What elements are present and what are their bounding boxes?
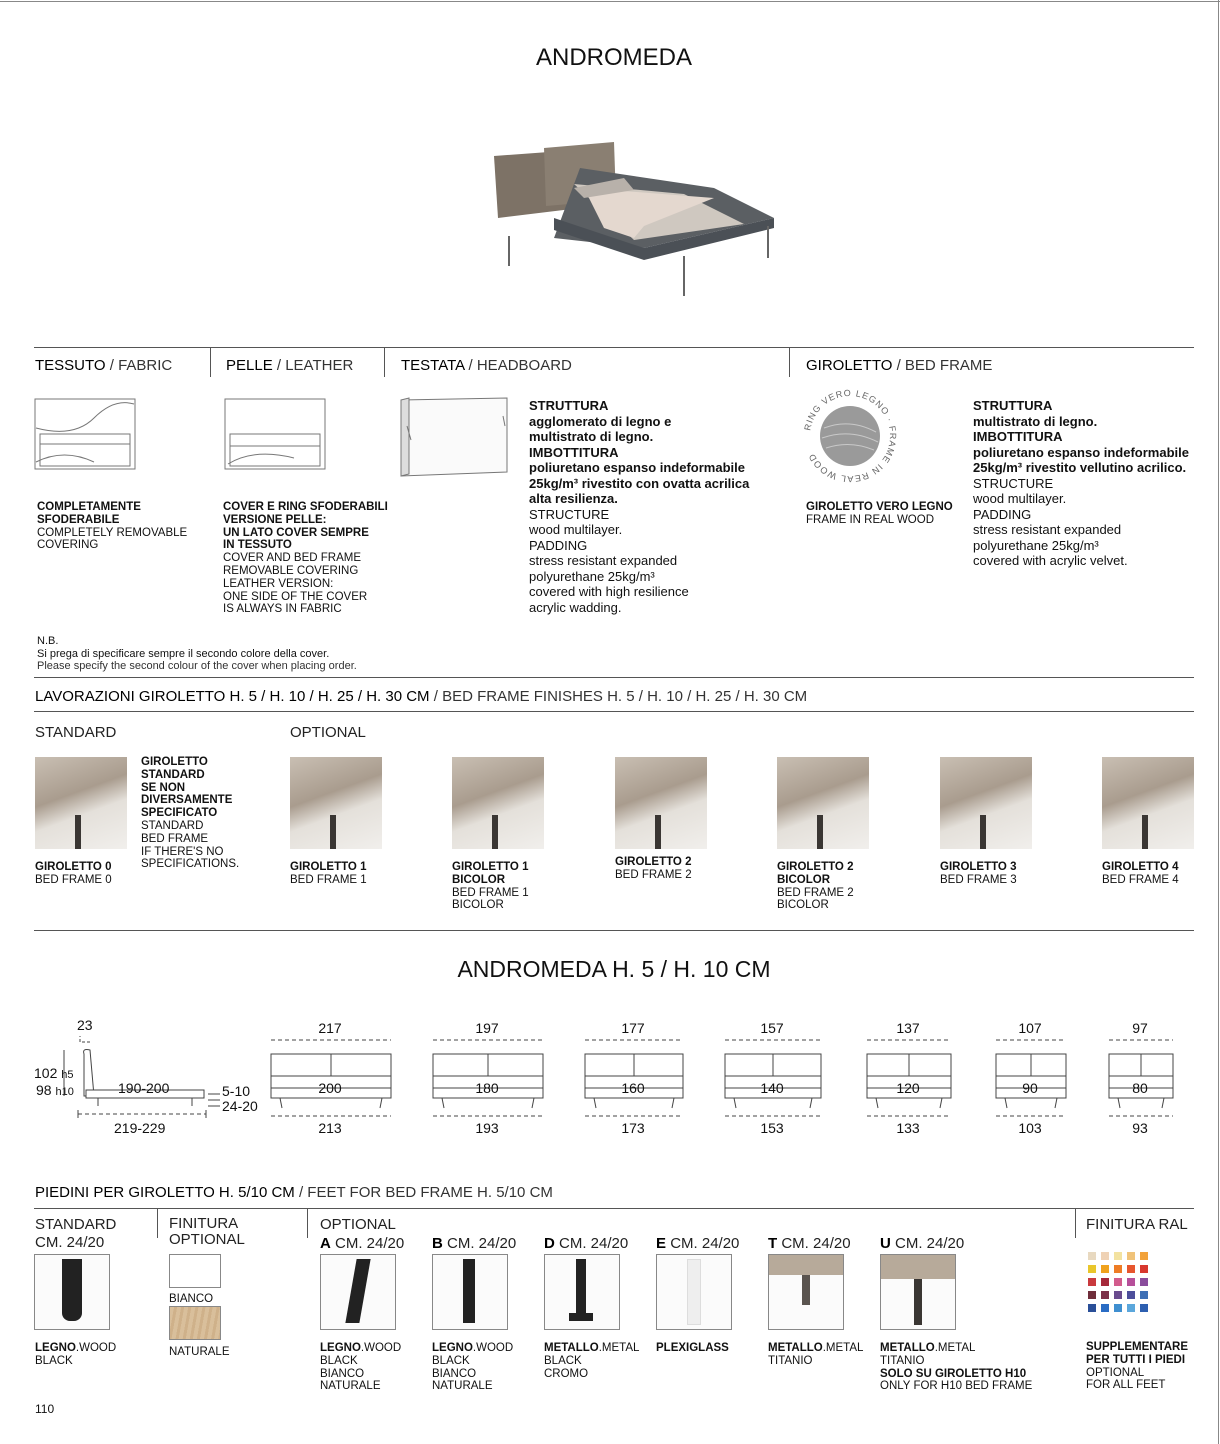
frame-1-caption: GIROLETTO 1 BED FRAME 1 [290, 861, 367, 886]
frame-2-bicolor-caption: GIROLETTO 2 BICOLOR BED FRAME 2 BICOLOR [777, 861, 854, 912]
ral-swatch [1140, 1252, 1148, 1260]
page-title: ANDROMEDA [535, 44, 692, 71]
section-rule [34, 677, 1194, 678]
front-top-dim: 177 [621, 1020, 645, 1036]
ral-swatch [1114, 1252, 1122, 1260]
front-top-dim: 157 [760, 1020, 784, 1036]
front-top-dim: 197 [475, 1020, 499, 1036]
front-mid-dim: 120 [896, 1080, 920, 1096]
frame-2-photo [615, 757, 707, 849]
ral-heading: FINITURA RAL [1086, 1216, 1188, 1233]
ral-swatch [1114, 1291, 1122, 1299]
right-border [1218, 0, 1219, 1444]
divider [210, 347, 211, 377]
divider [1075, 1208, 1076, 1238]
ral-swatch [1127, 1278, 1135, 1286]
pelle-desc: COVER E RING SFODERABILI VERSIONE PELLE: UN LATO COVER SEMPRE IN TESSUTO COVER AND BED FRAME REMOVABLE COVERING LEATHER VERSION: ONE SIDE OF THE COVER IS ALWAYS IN FABRIC [223, 501, 388, 616]
tessuto-desc: COMPLETAMENTE SFODERABILE COMPLETELY REMOVABLE COVERING [37, 501, 188, 552]
ral-caption: SUPPLEMENTARE PER TUTTI I PIEDI OPTIONAL FOR ALL FEET [1086, 1341, 1189, 1392]
front-view-drawing [995, 1036, 1067, 1118]
front-view-drawing [432, 1036, 544, 1118]
frame-3-caption: GIROLETTO 3 BED FRAME 3 [940, 861, 1017, 886]
front-view-drawing [724, 1036, 822, 1118]
divider [384, 347, 385, 377]
side-top-dim: 23 [77, 1017, 93, 1033]
ral-swatch [1101, 1304, 1109, 1312]
testata-heading: TESTATA / HEADBOARD [401, 357, 572, 374]
front-mid-dim: 140 [760, 1080, 784, 1096]
frame-1-bicolor-caption: GIROLETTO 1 BICOLOR BED FRAME 1 BICOLOR [452, 861, 529, 912]
front-bottom-dim: 93 [1132, 1120, 1148, 1136]
ral-swatch [1140, 1278, 1148, 1286]
frame-0-caption: GIROLETTO 0 BED FRAME 0 [35, 861, 112, 886]
frame-1-photo [290, 757, 382, 849]
side-h10: 98 h10 [36, 1082, 74, 1098]
front-view-5 [995, 1020, 1069, 1140]
front-bottom-dim: 213 [318, 1120, 342, 1136]
tessuto-heading: TESSUTO / FABRIC [35, 357, 173, 374]
side-h5: 102 h5 [34, 1065, 74, 1081]
ral-swatch [1101, 1265, 1109, 1273]
front-top-dim: 107 [1018, 1020, 1042, 1036]
bianco-label: BIANCO [169, 1293, 214, 1305]
frame-2-bicolor-photo [777, 757, 869, 849]
testata-desc: STRUTTURA agglomerato di legno e multistrato di legno. IMBOTTITURA poliuretano espanso indeformabile 25kg/m³ rivestito con ovatta acrilica alta resilienza. STRUCTURE wood multilayer. PADDING stress resistant expanded polyurethane 25kg/m³ covered with high resilience acrylic wadding. [529, 398, 750, 615]
leather-bed-icon [224, 398, 326, 474]
ral-swatch [1114, 1265, 1122, 1273]
ral-swatch [1114, 1278, 1122, 1286]
ral-swatch [1127, 1252, 1135, 1260]
front-mid-dim: 180 [475, 1080, 499, 1096]
front-mid-dim: 80 [1132, 1080, 1148, 1096]
side-view-drawing [58, 1036, 238, 1120]
ral-swatch [1101, 1252, 1109, 1260]
foot-0-photo [320, 1254, 396, 1330]
ral-swatch [1140, 1304, 1148, 1312]
ral-swatch [1088, 1252, 1096, 1260]
side-frame-height: 5-10 [222, 1083, 251, 1099]
frame-1-bicolor-photo [452, 757, 544, 849]
bianco-swatch [169, 1254, 221, 1288]
front-mid-dim: 160 [621, 1080, 645, 1096]
ral-swatch [1127, 1304, 1135, 1312]
foot-standard-photo [34, 1254, 110, 1330]
foot-0-heading: A CM. 24/20 [320, 1235, 405, 1252]
section-rule [34, 347, 1194, 348]
naturale-swatch [169, 1306, 221, 1340]
page-number: 110 [35, 1402, 55, 1416]
foot-1-caption: LEGNO.WOOD BLACK BIANCO NATURALE [432, 1342, 514, 1393]
frame-4-caption: GIROLETTO 4 BED FRAME 4 [1102, 861, 1179, 886]
divider [307, 1208, 308, 1238]
front-bottom-dim: 103 [1018, 1120, 1042, 1136]
ral-swatch [1140, 1265, 1148, 1273]
giroletto-desc: STRUTTURA multistrato di legno. IMBOTTITURA poliuretano espanso indeformabile 25kg/m³ rivestito vellutino acrilico. STRUCTURE wood multilayer. PADDING stress resistant expanded polyurethane 25kg/m³ covered with acrylic velvet. [973, 398, 1189, 568]
feet-std-caption: LEGNO.WOOD BLACK [35, 1342, 117, 1367]
foot-4-heading: T CM. 24/20 [768, 1235, 851, 1252]
giroletto-heading: GIROLETTO / BED FRAME [806, 357, 993, 374]
standard-note: GIROLETTO STANDARD SE NON DIVERSAMENTE SPECIFICATO STANDARD BED FRAME IF THERE'S NO SPECIFICATIONS. [141, 756, 240, 871]
front-view-drawing [866, 1036, 952, 1118]
divider [157, 1208, 158, 1238]
front-top-dim: 217 [318, 1020, 342, 1036]
foot-1-photo [432, 1254, 508, 1330]
piedini-heading: PIEDINI PER GIROLETTO H. 5/10 CM / FEET FOR BED FRAME H. 5/10 CM [35, 1184, 553, 1201]
front-view-3 [724, 1020, 824, 1140]
feet-std-heading: STANDARD CM. 24/20 [35, 1216, 117, 1251]
front-view-4 [866, 1020, 954, 1140]
foot-2-caption: METALLO.METAL BLACK CROMO [544, 1342, 640, 1380]
top-border [0, 1, 1220, 2]
ral-swatch-grid [1088, 1252, 1168, 1332]
ral-swatch [1101, 1278, 1109, 1286]
real-wood-badge [802, 388, 898, 484]
finitura-optional-heading: FINITURA OPTIONAL [169, 1215, 245, 1248]
front-view-6 [1108, 1020, 1176, 1140]
ral-swatch [1140, 1291, 1148, 1299]
front-view-2 [584, 1020, 686, 1140]
foot-2-heading: D CM. 24/20 [544, 1235, 629, 1252]
front-view-1 [432, 1020, 546, 1140]
front-bottom-dim: 133 [896, 1120, 920, 1136]
ral-swatch [1088, 1304, 1096, 1312]
front-view-drawing [1108, 1036, 1174, 1118]
front-top-dim: 137 [896, 1020, 920, 1036]
side-inner-dim: 190-200 [118, 1080, 170, 1096]
ral-swatch [1127, 1291, 1135, 1299]
side-feet-height: 24-20 [222, 1098, 258, 1114]
foot-4-caption: METALLO.METAL TITANIO [768, 1342, 864, 1367]
bed-photo [484, 128, 784, 298]
frame-0-photo [35, 757, 127, 849]
ral-swatch [1088, 1265, 1096, 1273]
side-outer-dim: 219-229 [114, 1120, 166, 1136]
foot-5-photo [880, 1254, 956, 1330]
section-rule [34, 1208, 1194, 1209]
front-bottom-dim: 193 [475, 1120, 499, 1136]
foot-3-heading: E CM. 24/20 [656, 1235, 740, 1252]
foot-0-caption: LEGNO.WOOD BLACK BIANCO NATURALE [320, 1342, 402, 1393]
foot-1-heading: B CM. 24/20 [432, 1235, 517, 1252]
frame-4-photo [1102, 757, 1194, 849]
nb-note: N.B. Si prega di specificare sempre il secondo colore della cover. Please specify the second colour of the cover when placing order. [37, 635, 357, 672]
foot-3-caption: PLEXIGLASS [656, 1342, 729, 1354]
divider [789, 347, 790, 377]
foot-3-photo [656, 1254, 732, 1330]
standard-label: STANDARD [35, 724, 117, 741]
foot-5-caption: METALLO.METAL TITANIO SOLO SU GIROLETTO H10 ONLY FOR H10 BED FRAME [880, 1342, 1033, 1393]
fabric-bed-icon [34, 398, 136, 474]
optional-label: OPTIONAL [290, 724, 366, 741]
foot-2-photo [544, 1254, 620, 1330]
section-rule [34, 711, 1194, 712]
front-view-drawing [584, 1036, 684, 1118]
ral-swatch [1114, 1304, 1122, 1312]
front-top-dim: 97 [1132, 1020, 1148, 1036]
pelle-heading: PELLE / LEATHER [226, 357, 354, 374]
front-mid-dim: 200 [318, 1080, 342, 1096]
frame-2-caption: GIROLETTO 2 BED FRAME 2 [615, 856, 692, 881]
ral-swatch [1101, 1291, 1109, 1299]
giroletto-caption: GIROLETTO VERO LEGNO FRAME IN REAL WOOD [806, 501, 953, 526]
lavorazioni-heading: LAVORAZIONI GIROLETTO H. 5 / H. 10 / H. 25 / H. 30 CM / BED FRAME FINISHES H. 5 / H. 10 / H. 25 / H. 30 CM [35, 688, 808, 705]
svg-text:RING VERO LEGNO · FRAME IN REA: RING VERO LEGNO · FRAME IN REAL WOOD [802, 388, 898, 484]
front-view-drawing [270, 1036, 392, 1118]
foot-5-heading: U CM. 24/20 [880, 1235, 965, 1252]
foot-4-photo [768, 1254, 844, 1330]
dims-title: ANDROMEDA H. 5 / H. 10 CM [457, 956, 771, 982]
front-bottom-dim: 173 [621, 1120, 645, 1136]
naturale-label: NATURALE [169, 1346, 230, 1358]
headboard-icon [399, 396, 511, 478]
ral-swatch [1127, 1265, 1135, 1273]
frame-3-photo [940, 757, 1032, 849]
section-rule [34, 930, 1194, 931]
front-bottom-dim: 153 [760, 1120, 784, 1136]
feet-optional-label: OPTIONAL [320, 1216, 396, 1233]
ral-swatch [1088, 1291, 1096, 1299]
front-view-0 [270, 1020, 394, 1140]
front-mid-dim: 90 [1022, 1080, 1038, 1096]
ral-swatch [1088, 1278, 1096, 1286]
